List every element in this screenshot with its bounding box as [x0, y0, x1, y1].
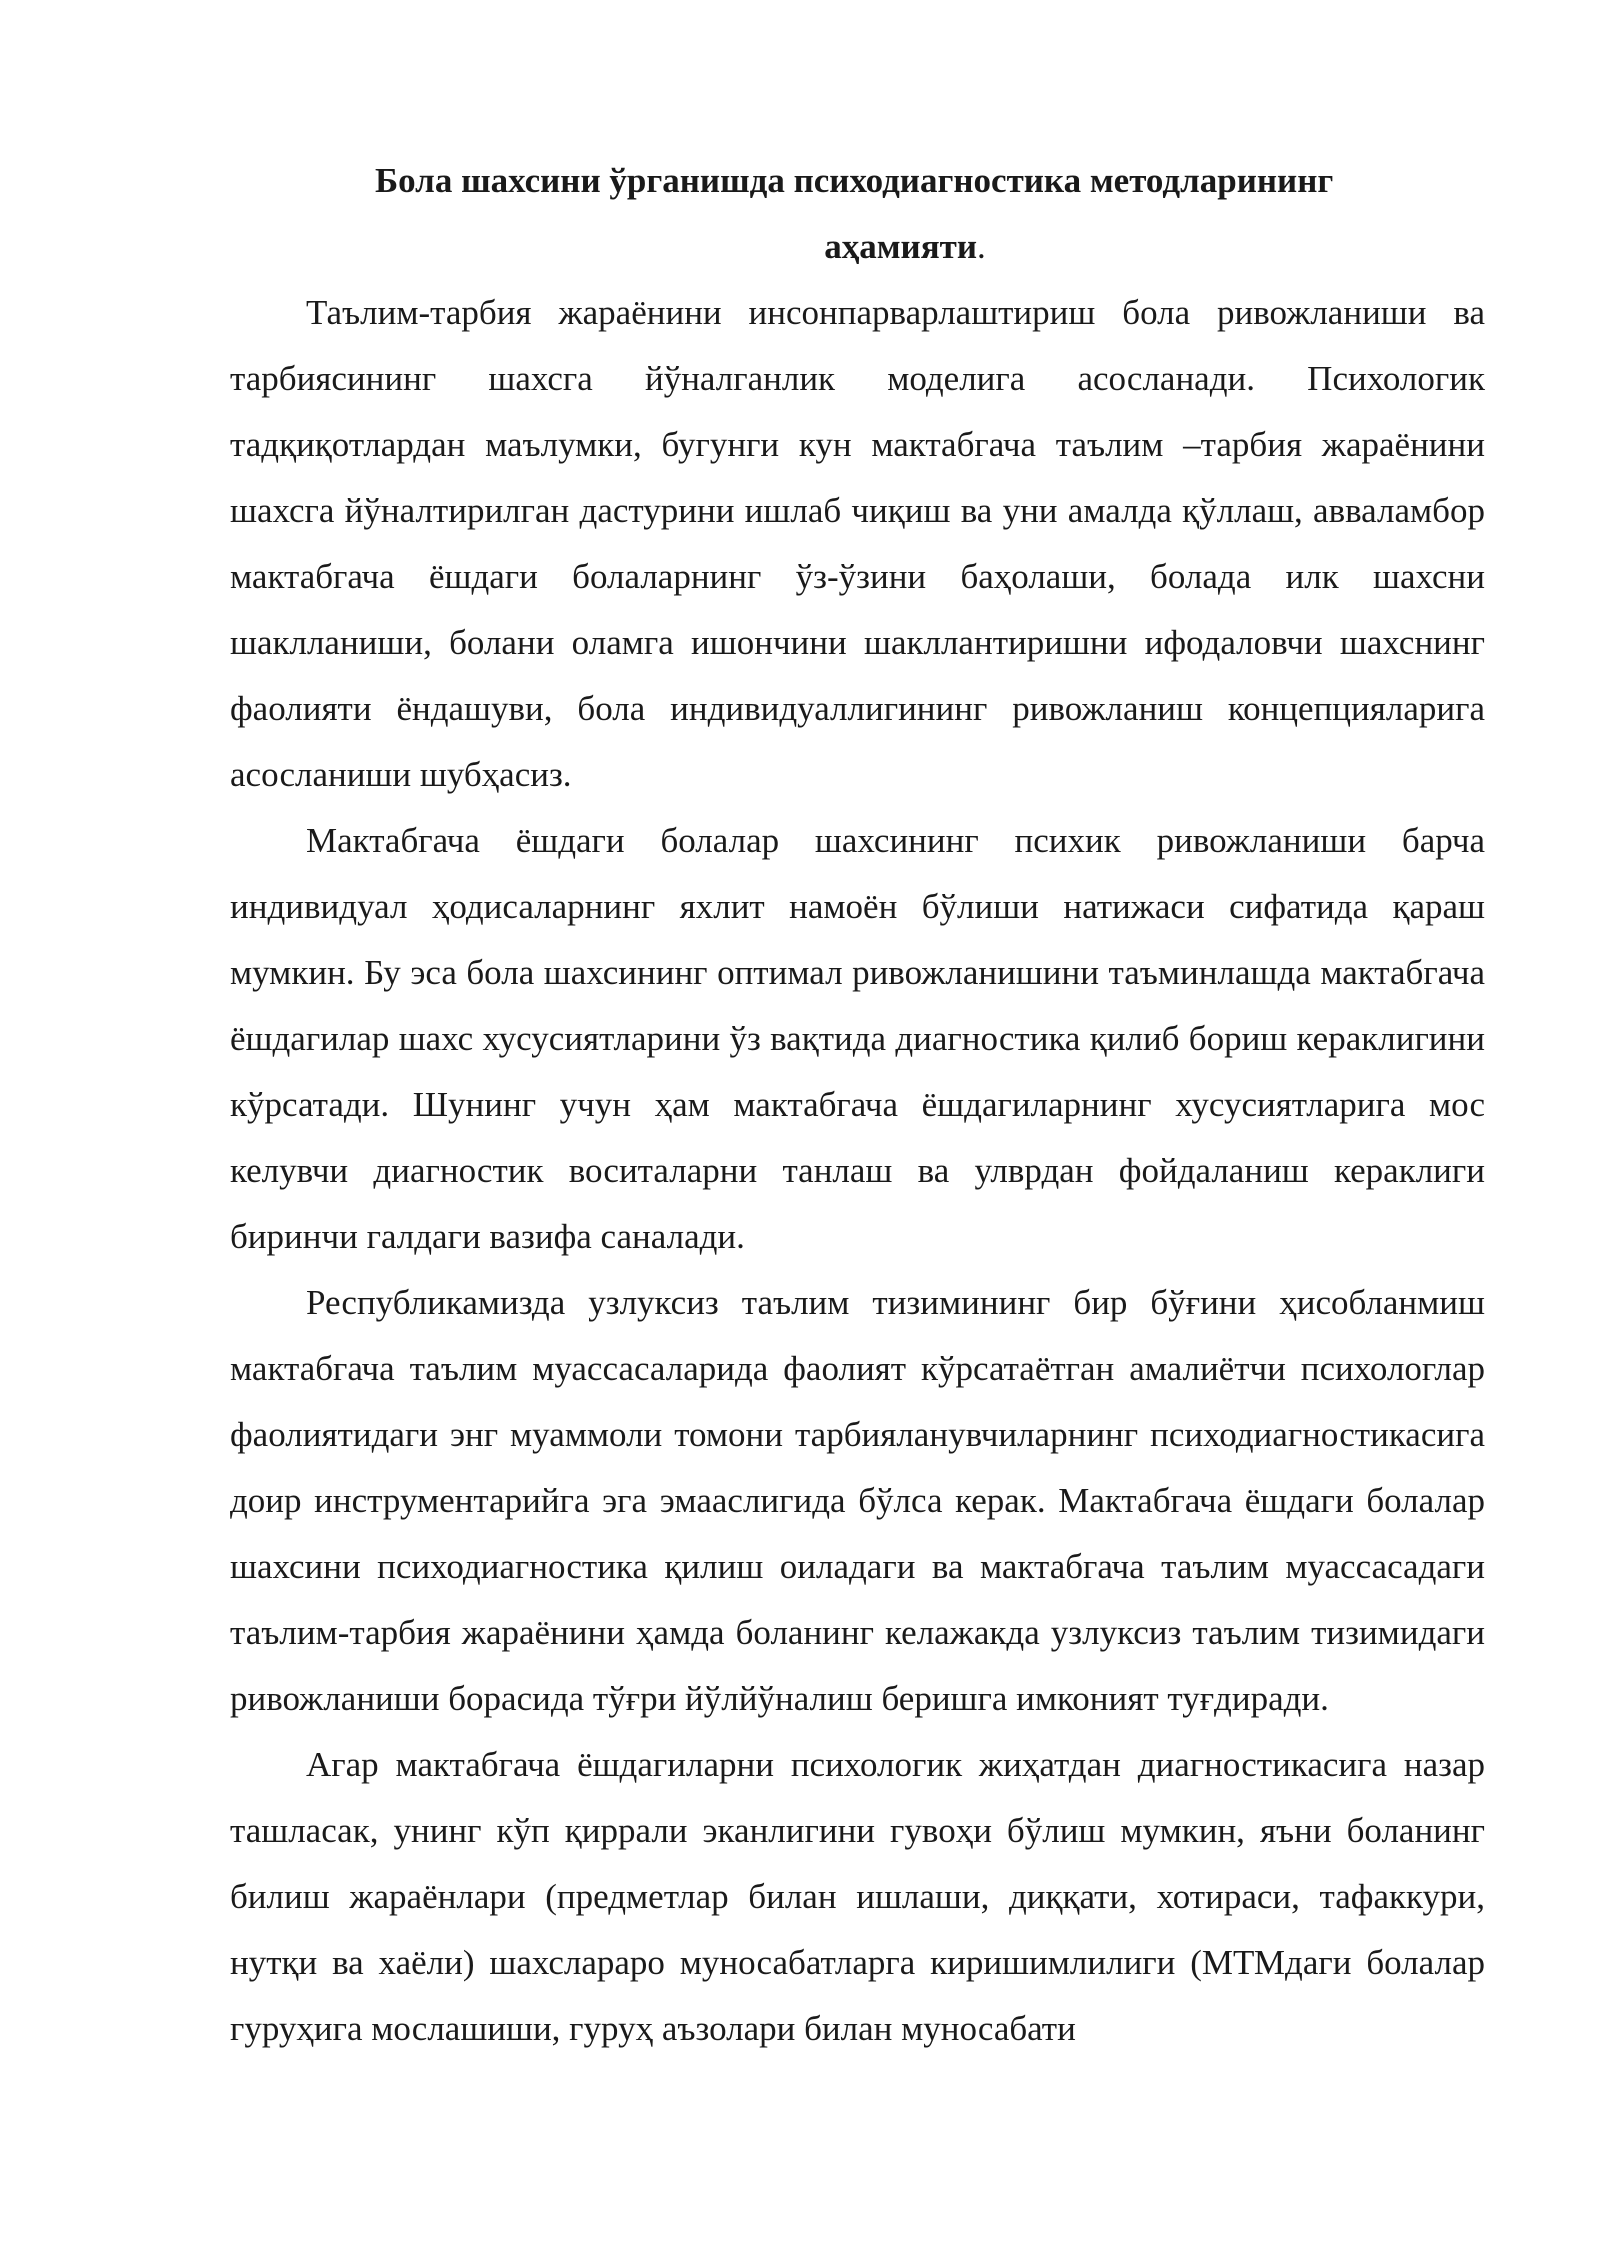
document-title: [230, 148, 1485, 280]
title-line-2-text: аҳамияти: [824, 227, 978, 266]
paragraph: Мактабгача ёшдаги болалар шахсининг психик ривожланиши барча индивидуал ҳодисаларнинг яхлит намоён бўлиши натижаси сифатида қараш мумкин. Бу эса бола шахсининг оптимал ривожланишини таъминлашда мактабгача ёшдагилар шахс хусусиятларини ўз вақтида диагностика қилиб бориш кераклигини кўрсатади. Шунинг учун ҳам мактабгача ёшдагиларнинг хусусиятларига мос келувчи диагностик воситаларни танлаш ва улврдан фойдаланиш кераклиги биринчи галдаги вазифа саналади.: [230, 821, 1485, 1256]
title-line-2: [325, 214, 1485, 280]
paragraph: Таълим-тарбия жараёнини инсонпарварлаштириш бола ривожланиши ва тарбиясининг шахсга йўналганлик моделига асосланади. Психологик тадқиқотлардан маълумки, бугунги кун мактабгача таълим –тарбия жараёнини шахсга йўналтирилган дастурини ишлаб чиқиш ва уни амалда қўллаш, авваламбор мактабгача ёшдаги болаларнинг ўз-ўзини баҳолаши, болада илк шахсни шаклланиши, болани оламга ишончини шакллантиришни ифодаловчи шахснинг фаолияти ёндашуви, бола индивидуаллигининг ривожланиш концепцияларига асосланиши шубҳасиз.: [230, 293, 1485, 794]
document-body: [230, 148, 1485, 2062]
paragraph: Республикамизда узлуксиз таълим тизимининг бир бўғини ҳисобланмиш мактабгача таълим муассасаларида фаолият кўрсатаётган амалиётчи психологлар фаолиятидаги энг муаммоли томони тарбияланувчиларнинг психодиагностикасига доир инструментарийга эга эмааслигида бўлса керак. Мактабгача ёшдаги болалар шахсини психодиагностика қилиш оиладаги ва мактабгача таълим муассасадаги таълим-тарбия жараёнини ҳамда боланинг келажакда узлуксиз таълим тизимидаги ривожланиши борасида тўғри йўлйўналиш беришга имконият туғдиради.: [230, 1283, 1485, 1718]
paragraph: Агар мактабгача ёшдагиларни психологик жиҳатдан диагностикасига назар ташласак, унинг кўп қиррали эканлигини гувоҳи бўлиш мумкин, яъни боланинг билиш жараёнлари (предметлар билан ишлаши, диққати, хотираси, тафаккури, нутқи ва хаёли) шахслараро муносабатларга киришимлилиги (МТМдаги болалар гуруҳига мослашиши, гуруҳ аъзолари билан муносабати: [230, 1745, 1485, 2048]
title-line-1: Бола шахсини ўрганишда психодиагностика методларининг: [375, 161, 1334, 200]
title-period: .: [977, 227, 986, 266]
